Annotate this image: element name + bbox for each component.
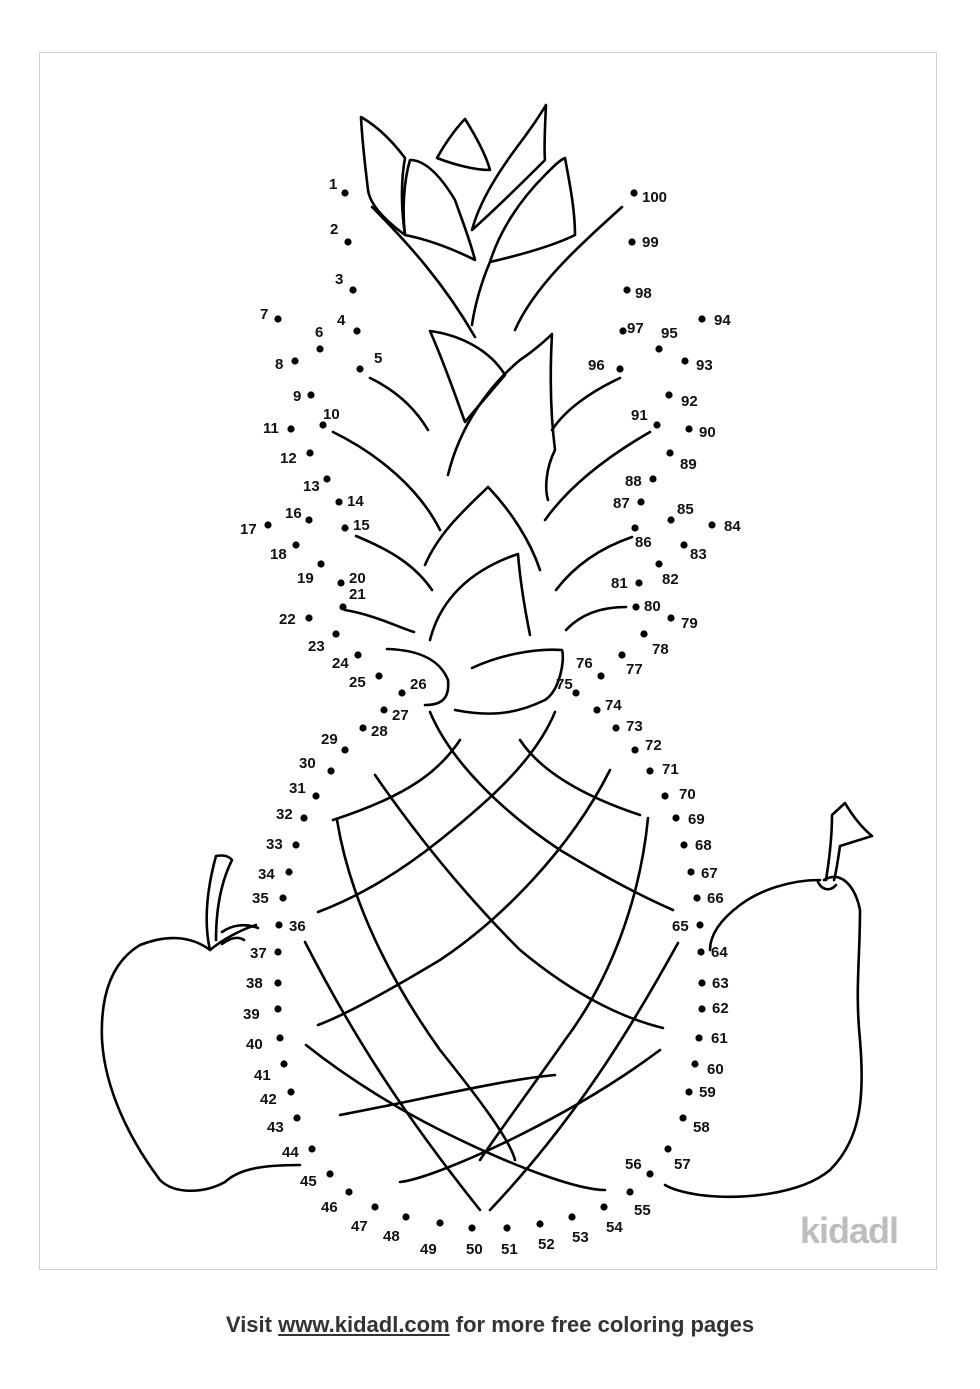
dot-label-90: 90 — [699, 424, 716, 441]
dot-label-74: 74 — [605, 697, 622, 714]
pear-outline — [710, 880, 820, 950]
dot-75 — [572, 689, 579, 696]
dot-83 — [680, 541, 687, 548]
dot-label-65: 65 — [672, 918, 689, 935]
dot-77 — [618, 651, 625, 658]
dot-label-47: 47 — [351, 1218, 368, 1235]
dot-54 — [600, 1203, 607, 1210]
dot-label-24: 24 — [332, 655, 349, 672]
dot-label-3: 3 — [335, 271, 344, 288]
pear-stem — [826, 803, 872, 880]
dot-label-55: 55 — [634, 1202, 651, 1219]
dot-15 — [341, 524, 348, 531]
dot-label-11: 11 — [263, 420, 279, 437]
dot-24 — [354, 651, 361, 658]
dot-label-72: 72 — [645, 737, 662, 754]
dot-12 — [306, 449, 313, 456]
dot-label-91: 91 — [631, 407, 648, 424]
dot-45 — [326, 1170, 333, 1177]
dot-label-33: 33 — [266, 836, 283, 853]
dot-93 — [681, 357, 688, 364]
dot-label-76: 76 — [576, 655, 593, 672]
dot-label-84: 84 — [724, 518, 741, 535]
dot-79 — [667, 614, 674, 621]
dot-94 — [698, 315, 705, 322]
dot-label-68: 68 — [695, 837, 712, 854]
dot-label-28: 28 — [371, 723, 388, 740]
dot-label-83: 83 — [690, 546, 707, 563]
dot-20 — [337, 579, 344, 586]
dot-100 — [630, 189, 637, 196]
dot-label-32: 32 — [276, 806, 293, 823]
pineapple-lattice — [480, 818, 648, 1160]
footer-website-link[interactable]: www.kidadl.com — [278, 1312, 450, 1337]
dot-26 — [398, 689, 405, 696]
dot-label-9: 9 — [293, 388, 302, 405]
dot-27 — [380, 706, 387, 713]
dot-label-23: 23 — [308, 638, 325, 655]
dot-47 — [371, 1203, 378, 1210]
dot-label-16: 16 — [285, 505, 302, 522]
line-art — [102, 105, 872, 1210]
crown-stem-line — [333, 432, 440, 530]
dot-label-82: 82 — [662, 571, 679, 588]
dot-label-96: 96 — [588, 357, 605, 374]
dot-53 — [568, 1213, 575, 1220]
dot-43 — [293, 1114, 300, 1121]
crown-leaf — [430, 331, 505, 422]
dot-38 — [274, 979, 281, 986]
dot-57 — [664, 1145, 671, 1152]
dot-71 — [646, 767, 653, 774]
pear-outline — [665, 877, 862, 1197]
dot-72 — [631, 746, 638, 753]
dot-18 — [292, 541, 299, 548]
dot-92 — [665, 391, 672, 398]
dot-label-81: 81 — [611, 575, 628, 592]
dot-96 — [616, 365, 623, 372]
pineapple-lattice — [318, 770, 610, 1025]
dot-label-79: 79 — [681, 615, 698, 632]
dot-label-60: 60 — [707, 1061, 724, 1078]
dot-51 — [503, 1224, 510, 1231]
dot-label-20: 20 — [349, 570, 366, 587]
dot-label-15: 15 — [353, 517, 370, 534]
pineapple-lattice — [306, 1045, 605, 1190]
dot-label-31: 31 — [289, 780, 306, 797]
dot-label-54: 54 — [606, 1219, 623, 1236]
dot-28 — [359, 724, 366, 731]
dot-label-71: 71 — [662, 761, 679, 778]
numbered-dots — [240, 176, 741, 1258]
dot-label-49: 49 — [420, 1241, 437, 1258]
dot-label-88: 88 — [625, 473, 642, 490]
dot-74 — [593, 706, 600, 713]
pineapple-lattice — [375, 775, 663, 1028]
kidadl-watermark-logo: kidadl — [800, 1210, 899, 1251]
dot-68 — [680, 841, 687, 848]
dot-39 — [274, 1005, 281, 1012]
footer-suffix: for more free coloring pages — [449, 1312, 755, 1337]
dot-label-78: 78 — [652, 641, 669, 658]
dot-59 — [685, 1088, 692, 1095]
dot-69 — [672, 814, 679, 821]
dot-label-99: 99 — [642, 234, 659, 251]
dot-80 — [632, 603, 639, 610]
dot-label-93: 93 — [696, 357, 713, 374]
footer-text — [0, 1312, 980, 1338]
pear-stem-base — [818, 882, 836, 889]
dot-label-12: 12 — [280, 450, 297, 467]
dot-50 — [468, 1224, 475, 1231]
crown-leaf — [425, 487, 540, 570]
dot-8 — [291, 357, 298, 364]
dot-9 — [307, 391, 314, 398]
dot-66 — [693, 894, 700, 901]
dot-label-25: 25 — [349, 674, 366, 691]
crown-stem-line — [356, 536, 432, 590]
dot-label-5: 5 — [374, 350, 383, 367]
dot-58 — [679, 1114, 686, 1121]
apple-outline — [102, 925, 300, 1191]
dot-21 — [339, 603, 346, 610]
dot-label-30: 30 — [299, 755, 316, 772]
dot-label-53: 53 — [572, 1229, 589, 1246]
dot-label-22: 22 — [279, 611, 296, 628]
dot-label-10: 10 — [323, 406, 340, 423]
dot-65 — [696, 921, 703, 928]
dot-16 — [305, 516, 312, 523]
dot-label-51: 51 — [501, 1241, 518, 1258]
dot-62 — [698, 1005, 705, 1012]
dot-41 — [280, 1060, 287, 1067]
dot-35 — [279, 894, 286, 901]
dot-81 — [635, 579, 642, 586]
dot-89 — [666, 449, 673, 456]
dot-label-63: 63 — [712, 975, 729, 992]
dot-11 — [287, 425, 294, 432]
dot-label-77: 77 — [626, 661, 643, 678]
dot-label-43: 43 — [267, 1119, 284, 1136]
dot-2 — [344, 238, 351, 245]
dot-13 — [323, 475, 330, 482]
dot-label-46: 46 — [321, 1199, 338, 1216]
dot-14 — [335, 498, 342, 505]
dot-82 — [655, 560, 662, 567]
dot-label-6: 6 — [315, 324, 324, 341]
dot-25 — [375, 672, 382, 679]
dot-label-29: 29 — [321, 731, 338, 748]
dot-85 — [667, 516, 674, 523]
dot-label-73: 73 — [626, 718, 643, 735]
dot-label-2: 2 — [330, 221, 339, 238]
dot-label-80: 80 — [644, 598, 661, 615]
dot-22 — [305, 614, 312, 621]
dot-label-86: 86 — [635, 534, 652, 551]
dot-17 — [264, 521, 271, 528]
dot-label-52: 52 — [538, 1236, 555, 1253]
dot-label-66: 66 — [707, 890, 724, 907]
crown-leaf — [437, 119, 490, 170]
dot-label-21: 21 — [349, 586, 366, 603]
dot-label-87: 87 — [613, 495, 630, 512]
dot-30 — [327, 767, 334, 774]
dot-label-94: 94 — [714, 312, 731, 329]
dot-49 — [436, 1219, 443, 1226]
dot-label-48: 48 — [383, 1228, 400, 1245]
dot-label-34: 34 — [258, 866, 275, 883]
dot-91 — [653, 421, 660, 428]
crown-leaf — [472, 105, 546, 230]
dot-label-4: 4 — [337, 312, 346, 329]
dot-64 — [697, 948, 704, 955]
dot-label-7: 7 — [260, 306, 269, 323]
dot-36 — [275, 921, 282, 928]
crown-stem-line — [566, 607, 626, 630]
dot-55 — [626, 1188, 633, 1195]
dot-label-57: 57 — [674, 1156, 691, 1173]
dot-1 — [341, 189, 348, 196]
pineapple-lattice — [333, 740, 460, 820]
dot-5 — [356, 365, 363, 372]
dot-label-92: 92 — [681, 393, 698, 410]
dot-label-70: 70 — [679, 786, 696, 803]
pineapple-lattice — [305, 942, 480, 1210]
pineapple-lattice — [520, 740, 640, 815]
dot-32 — [300, 814, 307, 821]
dot-98 — [623, 286, 630, 293]
dot-label-100: 100 — [642, 189, 668, 206]
dot-label-67: 67 — [701, 865, 718, 882]
dot-88 — [649, 475, 656, 482]
dot-33 — [292, 841, 299, 848]
crown-leaf — [430, 554, 530, 640]
dot-label-13: 13 — [303, 478, 320, 495]
dot-label-36: 36 — [289, 918, 306, 935]
dot-19 — [317, 560, 324, 567]
pineapple-lattice — [340, 1075, 555, 1115]
dot-label-40: 40 — [246, 1036, 263, 1053]
dot-44 — [308, 1145, 315, 1152]
dot-label-44: 44 — [282, 1144, 299, 1161]
dot-label-35: 35 — [252, 890, 269, 907]
crown-stem-line — [345, 610, 414, 632]
dot-70 — [661, 792, 668, 799]
crown-stem-line — [372, 207, 475, 337]
dot-label-39: 39 — [243, 1006, 260, 1023]
dot-3 — [349, 286, 356, 293]
dot-37 — [274, 948, 281, 955]
dot-label-64: 64 — [711, 944, 728, 961]
dot-56 — [646, 1170, 653, 1177]
dot-label-59: 59 — [699, 1084, 716, 1101]
dot-label-85: 85 — [677, 501, 694, 518]
dot-label-18: 18 — [270, 546, 287, 563]
dot-label-45: 45 — [300, 1173, 317, 1190]
dot-label-8: 8 — [275, 356, 284, 373]
dot-40 — [276, 1034, 283, 1041]
crown-leaf — [455, 650, 563, 714]
dot-23 — [332, 630, 339, 637]
pineapple-lattice — [337, 820, 515, 1160]
pineapple-lattice — [490, 943, 678, 1210]
dot-34 — [285, 868, 292, 875]
dot-42 — [287, 1088, 294, 1095]
dot-48 — [402, 1213, 409, 1220]
dot-label-41: 41 — [254, 1067, 271, 1084]
dot-label-95: 95 — [661, 325, 678, 342]
dot-76 — [597, 672, 604, 679]
dot-46 — [345, 1188, 352, 1195]
dot-60 — [691, 1060, 698, 1067]
dot-95 — [655, 345, 662, 352]
dot-73 — [612, 724, 619, 731]
dot-4 — [353, 327, 360, 334]
dot-label-69: 69 — [688, 811, 705, 828]
dot-84 — [708, 521, 715, 528]
dot-label-58: 58 — [693, 1119, 710, 1136]
dot-87 — [637, 498, 644, 505]
footer-prefix: Visit — [225, 1312, 279, 1337]
dot-label-75: 75 — [556, 676, 573, 693]
dot-97 — [619, 327, 626, 334]
dot-label-1: 1 — [329, 176, 338, 193]
crown-leaf — [404, 160, 475, 260]
crown-stem-line — [370, 378, 428, 430]
crown-stem-line — [472, 262, 490, 325]
dot-label-42: 42 — [260, 1091, 277, 1108]
dot-label-38: 38 — [246, 975, 263, 992]
dot-29 — [341, 746, 348, 753]
crown-stem-line — [515, 207, 622, 330]
dot-6 — [316, 345, 323, 352]
dot-61 — [695, 1034, 702, 1041]
dot-label-26: 26 — [410, 676, 427, 693]
dot-label-89: 89 — [680, 456, 697, 473]
dot-99 — [628, 238, 635, 245]
dot-label-98: 98 — [635, 285, 652, 302]
dot-78 — [640, 630, 647, 637]
pineapple-lattice — [400, 1050, 660, 1182]
dot-label-61: 61 — [711, 1030, 728, 1047]
dot-label-27: 27 — [392, 707, 409, 724]
dot-52 — [536, 1220, 543, 1227]
dot-63 — [698, 979, 705, 986]
dot-label-37: 37 — [250, 945, 267, 962]
dot-label-50: 50 — [466, 1241, 483, 1258]
dot-label-14: 14 — [347, 493, 364, 510]
dot-label-19: 19 — [297, 570, 314, 587]
dot-label-17: 17 — [240, 521, 257, 538]
dot-label-62: 62 — [712, 1000, 729, 1017]
crown-stem-line — [552, 378, 620, 430]
dot-7 — [274, 315, 281, 322]
dot-31 — [312, 792, 319, 799]
dot-label-97: 97 — [627, 320, 644, 337]
dot-67 — [687, 868, 694, 875]
dot-90 — [685, 425, 692, 432]
dot-86 — [631, 524, 638, 531]
dot-label-56: 56 — [625, 1156, 642, 1173]
